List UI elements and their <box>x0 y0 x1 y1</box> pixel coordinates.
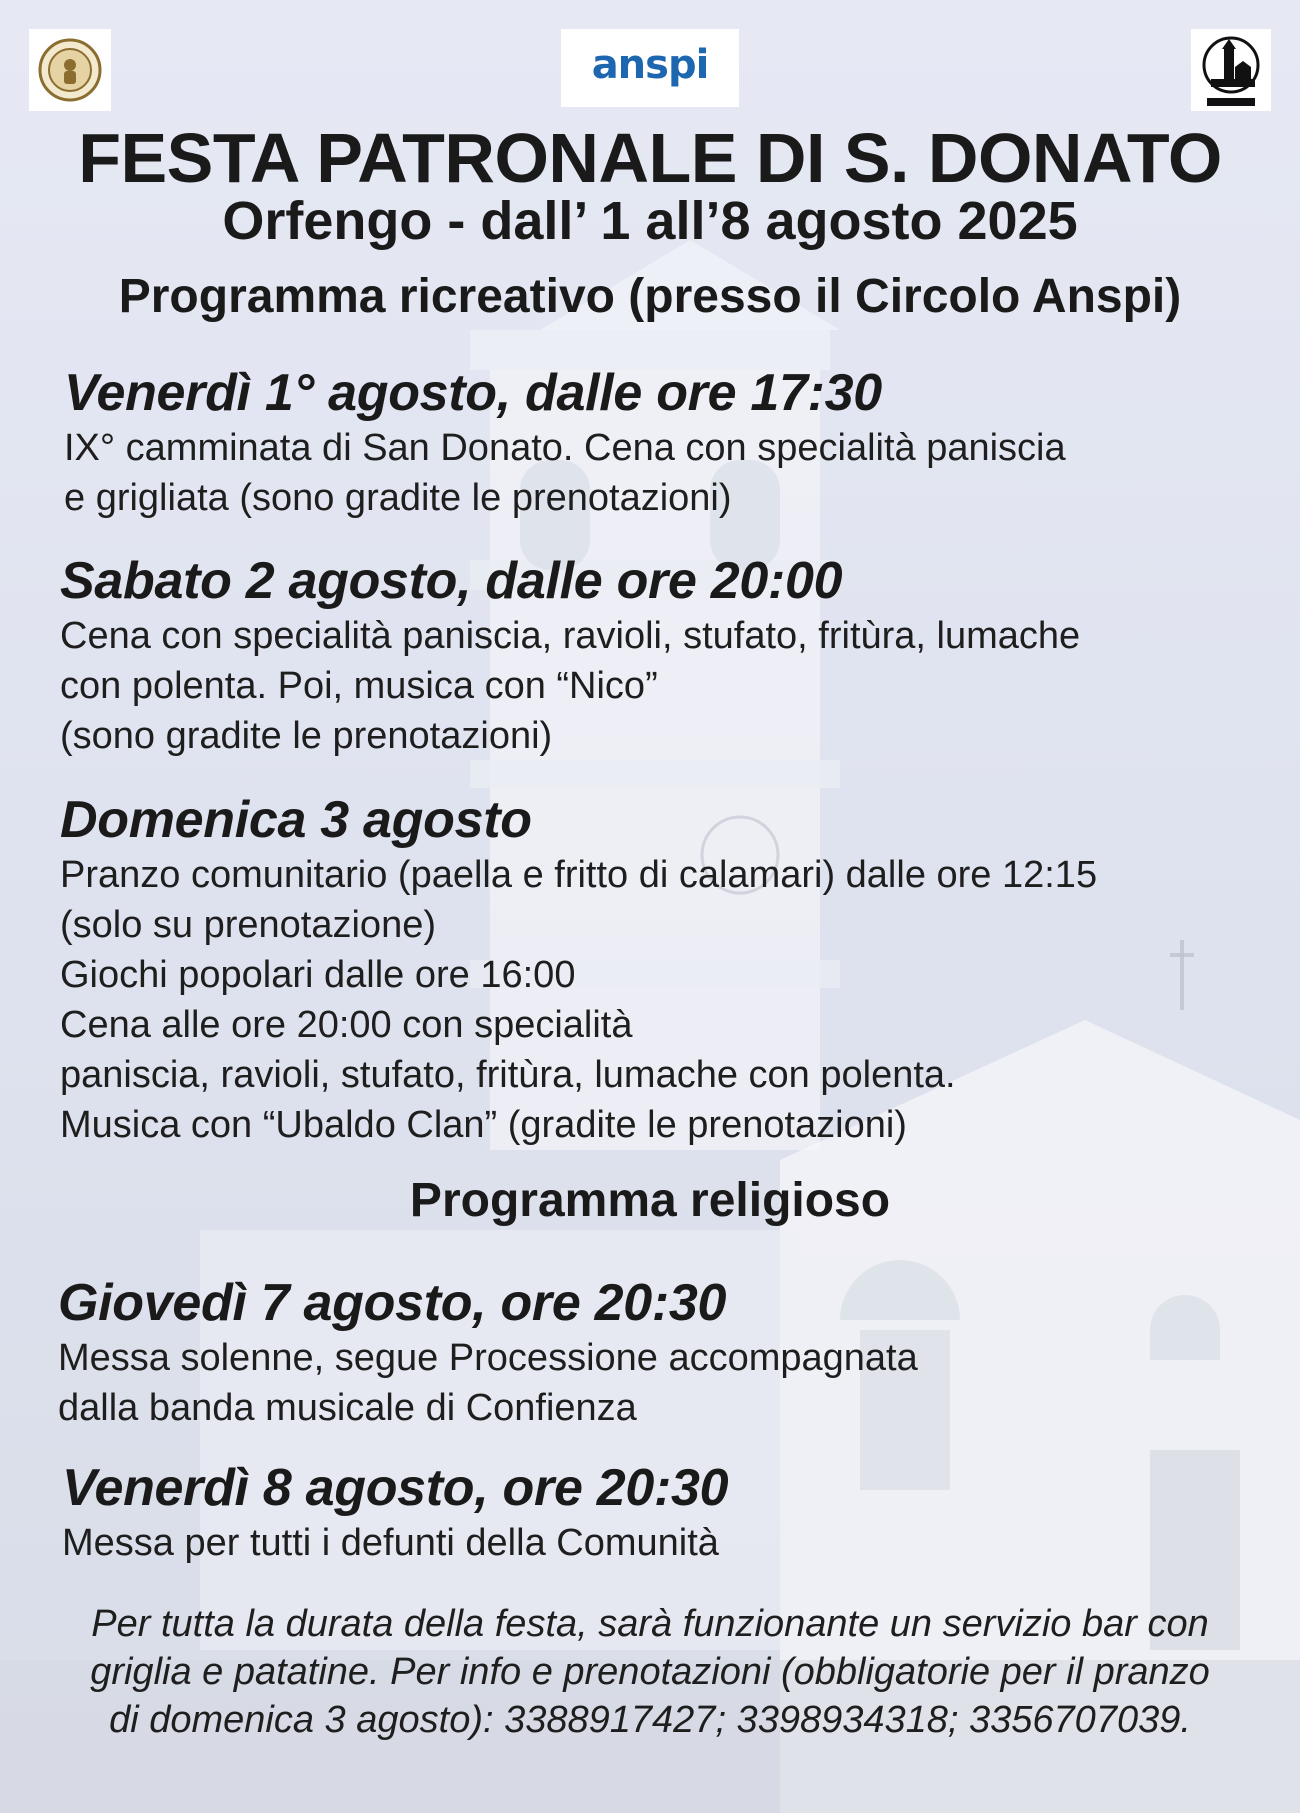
event-item <box>64 363 1264 523</box>
religious-program-title: Programma religioso <box>409 1174 891 1227</box>
orfengo-church-icon <box>1191 29 1271 111</box>
event-description-line: Giochi popolari dalle ore 16:00 <box>60 954 576 996</box>
recreational-program-title: Programma ricreativo (presso il Circolo Anspi) <box>118 270 1182 323</box>
event-item <box>58 1273 1258 1433</box>
anspi-logo <box>561 29 739 107</box>
orfengo-logo <box>1191 29 1271 111</box>
event-description-line: paniscia, ravioli, stufato, fritùra, lumache con polenta. <box>60 1054 956 1096</box>
event-heading: Venerdì 1° agosto, dalle ore 17:30 <box>64 364 882 422</box>
event-heading: Sabato 2 agosto, dalle ore 20:00 <box>60 552 843 610</box>
event-description-line: IX° camminata di San Donato. Cena con specialità paniscia <box>64 427 1066 469</box>
event-description-line: Musica con “Ubaldo Clan” (gradite le prenotazioni) <box>60 1104 907 1146</box>
parish-seal-logo <box>29 29 111 111</box>
event-item <box>62 1458 1262 1568</box>
anspi-logo-text: anspi <box>591 42 709 88</box>
event-description-line: Pranzo comunitario (paella e fritto di calamari) dalle ore 12:15 <box>60 854 1098 896</box>
event-description-line: con polenta. Poi, musica con “Nico” <box>60 665 658 707</box>
event-heading: Giovedì 7 agosto, ore 20:30 <box>58 1274 727 1332</box>
event-description-line: e grigliata (sono gradite le prenotazioni) <box>64 477 732 519</box>
event-description-line: Cena con specialità paniscia, ravioli, stufato, fritùra, lumache <box>60 615 1081 657</box>
event-description-line: Cena alle ore 20:00 con specialità <box>60 1004 633 1046</box>
event-description-line: (solo su prenotazione) <box>60 904 436 946</box>
parish-seal-icon <box>29 29 111 111</box>
event-description-line: Messa solenne, segue Processione accompagnata <box>58 1337 918 1379</box>
footer-line: griglia e patatine. Per info e prenotazioni (obbligatorie per il pranzo <box>90 1651 1210 1693</box>
event-description-line: dalla banda musicale di Confienza <box>58 1387 637 1429</box>
footer-line: Per tutta la durata della festa, sarà funzionante un servizio bar con <box>91 1603 1209 1645</box>
event-description-line: Messa per tutti i defunti della Comunità <box>62 1522 719 1564</box>
event-heading: Domenica 3 agosto <box>60 791 532 849</box>
event-item <box>60 790 1260 1150</box>
event-heading: Venerdì 8 agosto, ore 20:30 <box>62 1459 729 1517</box>
page-title: FESTA PATRONALE DI S. DONATO <box>78 119 1222 197</box>
event-description-line: (sono gradite le prenotazioni) <box>60 715 553 757</box>
footer-info <box>40 1600 1260 1744</box>
page-subtitle: Orfengo - dall’ 1 all’8 agosto 2025 <box>222 191 1078 251</box>
event-item <box>60 551 1260 761</box>
footer-line: di domenica 3 agosto): 3388917427; 3398934318; 3356707039. <box>109 1699 1191 1741</box>
